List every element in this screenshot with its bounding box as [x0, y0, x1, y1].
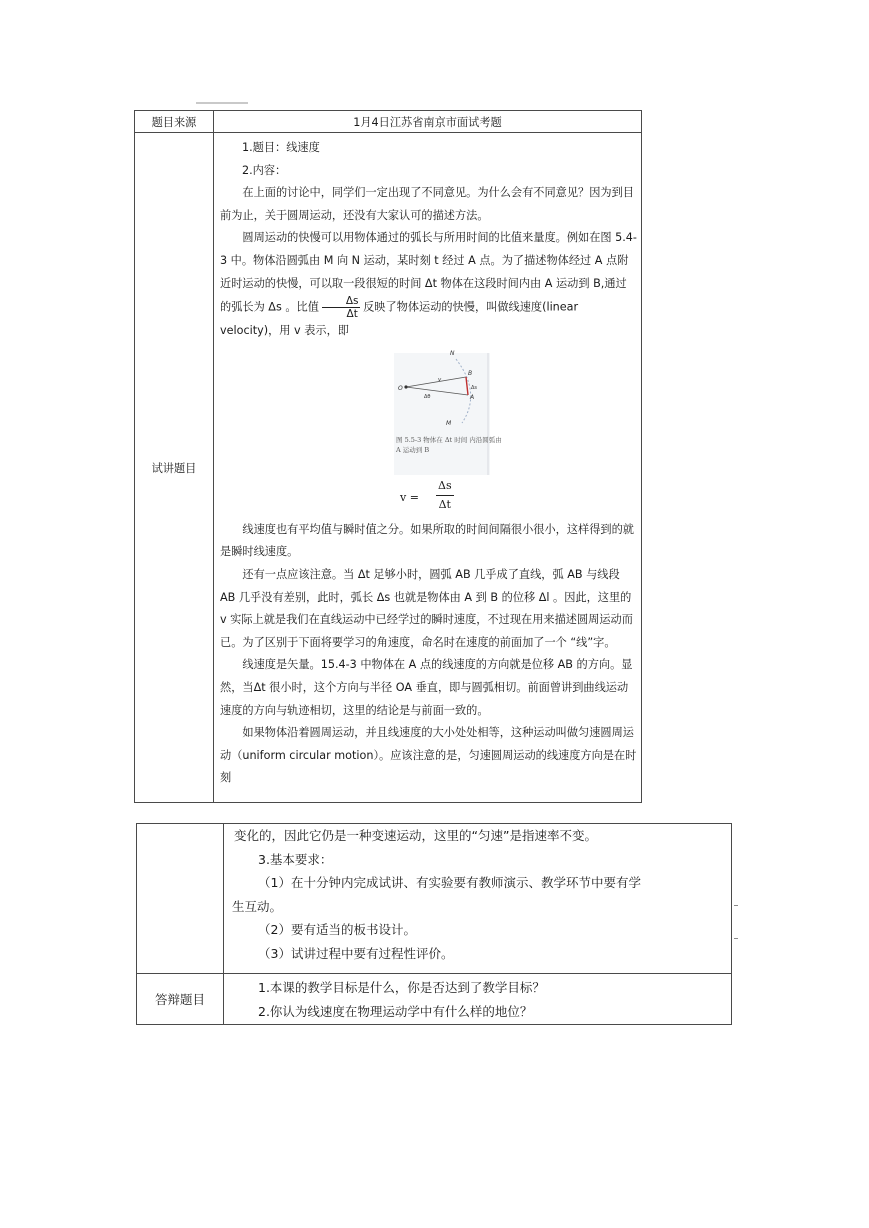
formula-lhs: v = [400, 490, 419, 504]
paragraph-1: 在上面的讨论中，同学们一定出现了不同意见。为什么会有不同意见？因为到目前为止，关于圆周运动，还没有大家认可的描述方法。 [220, 186, 634, 222]
paragraph-2-text: 圆周运动的快慢可以用物体通过的弧长与所用时间的比值来量度。例如在图 5.4-3 中。物体沿圆弧由 M 向 N 运动，某时刻 t 经过 A 点。为了描述物体经过 A 点附近时运动的快慢，可以取一段很短的时间 Δt 物体在这段时间内由 A 运动到 B,通过的弧长为 Δs 。比值 [220, 231, 637, 314]
paragraph-5: 线速度是矢量。15.4-3 中物体在 A 点的线速度的方向就是位移 AB 的方向。显然，当Δt 很小时，这个方向与半径 OA 垂直，即与圆弧相切。前面曾讲到曲线运动速度的方向与轨迹相切，这里的结论是与前面一致的。 [220, 658, 633, 717]
figure-caption: 图 5.5-3 物体在 Δt 时间 内沿圆弧由 A 运动到 B [396, 435, 502, 454]
label-a: A [470, 393, 475, 401]
defense-content [224, 974, 732, 1025]
label-v: v [438, 376, 442, 383]
paragraph-6: 如果物体沿着圆周运动，并且线速度的大小处处相等，这种运动叫做匀速圆周运动（uniform circular motion）。应该注意的是，匀速圆周运动的线速度方向是在时刻 [220, 726, 637, 785]
paragraph-3: 线速度也有平均值与瞬时值之分。如果所取的时间间隔很小很小，这样得到的就是瞬时线速度。 [220, 522, 634, 559]
label-m: M [446, 419, 452, 427]
content-heading: 2.内容： [242, 163, 287, 177]
trial-topic-table [134, 110, 642, 803]
figure-background [394, 353, 490, 475]
source-row [135, 111, 642, 133]
defense-label: 答辩题目 [137, 974, 224, 1025]
defense-question-1: 1.本课的教学目标是什么，你是否达到了教学目标？ [258, 980, 545, 995]
formula-fraction [436, 477, 454, 514]
label-o: O [398, 384, 403, 392]
label-dtheta: Δθ [424, 393, 431, 400]
velocity-formula [220, 475, 637, 519]
requirements-table [136, 823, 732, 1025]
requirement-1-cont: 生互动。 [232, 898, 283, 914]
continued-text: 变化的，因此它仍是一种变速运动，这里的“匀速”是指速率不变。 [234, 828, 597, 843]
requirements-heading: 3.基本要求： [258, 851, 333, 867]
scan-dot [734, 905, 738, 906]
requirements-row [137, 824, 732, 974]
source-value: 1月4日江苏省南京市面试考题 [214, 111, 642, 133]
paragraph-2 [220, 227, 637, 342]
formula-numerator: Δs [436, 477, 454, 496]
label-b: B [468, 369, 473, 377]
requirements-content [224, 824, 732, 974]
requirement-2: （2）要有适当的板书设计。 [258, 922, 416, 937]
requirements-label-empty [137, 824, 224, 974]
trial-row [135, 133, 642, 803]
source-label: 题目来源 [135, 111, 214, 133]
fraction-numerator: Δs [322, 295, 359, 308]
topic-title: 1.题目：线速度 [242, 141, 320, 154]
defense-question-2: 2.你认为线速度在物理运动学中有什么样的地位？ [258, 1004, 533, 1019]
scan-dot [734, 938, 738, 939]
formula-denominator: Δt [438, 497, 451, 511]
circular-motion-diagram [220, 343, 716, 475]
requirement-3: （3）试讲过程中要有过程性评价。 [258, 945, 454, 961]
label-ds: Δs [471, 384, 478, 391]
paragraph-2-tail: 反映了物体运动的快慢，叫做线速度(linear velocity)，用 v 表示，即 [220, 300, 579, 338]
scan-mark [196, 102, 248, 104]
trial-label: 试讲题目 [135, 133, 214, 803]
paragraph-4: 还有一点应该注意。当 Δt 足够小时，圆弧 AB 几乎成了直线，弧 AB 与线段 AB 几乎没有差别，此时，弧长 Δs 也就是物体由 A 到 B 的位移 Δl 。因此，这里的 v 实际上就是我们在直线运动中已经学过的瞬时速度，不过现在用来描述圆周运动而已。为了区别于下面将要学习的角速度，命名时在速度的前面加了一个 “线”字。 [220, 567, 633, 649]
label-n: N [450, 349, 455, 357]
trial-content [214, 133, 642, 803]
requirement-1: （1）在十分钟内完成试讲、有实验要有教师演示、教学环节中要有学 [258, 875, 641, 890]
ratio-fraction [322, 295, 359, 320]
fraction-denominator: Δt [346, 308, 358, 321]
center-point [404, 385, 407, 388]
defense-row [137, 974, 732, 1025]
figure-5-4-3 [220, 343, 637, 475]
